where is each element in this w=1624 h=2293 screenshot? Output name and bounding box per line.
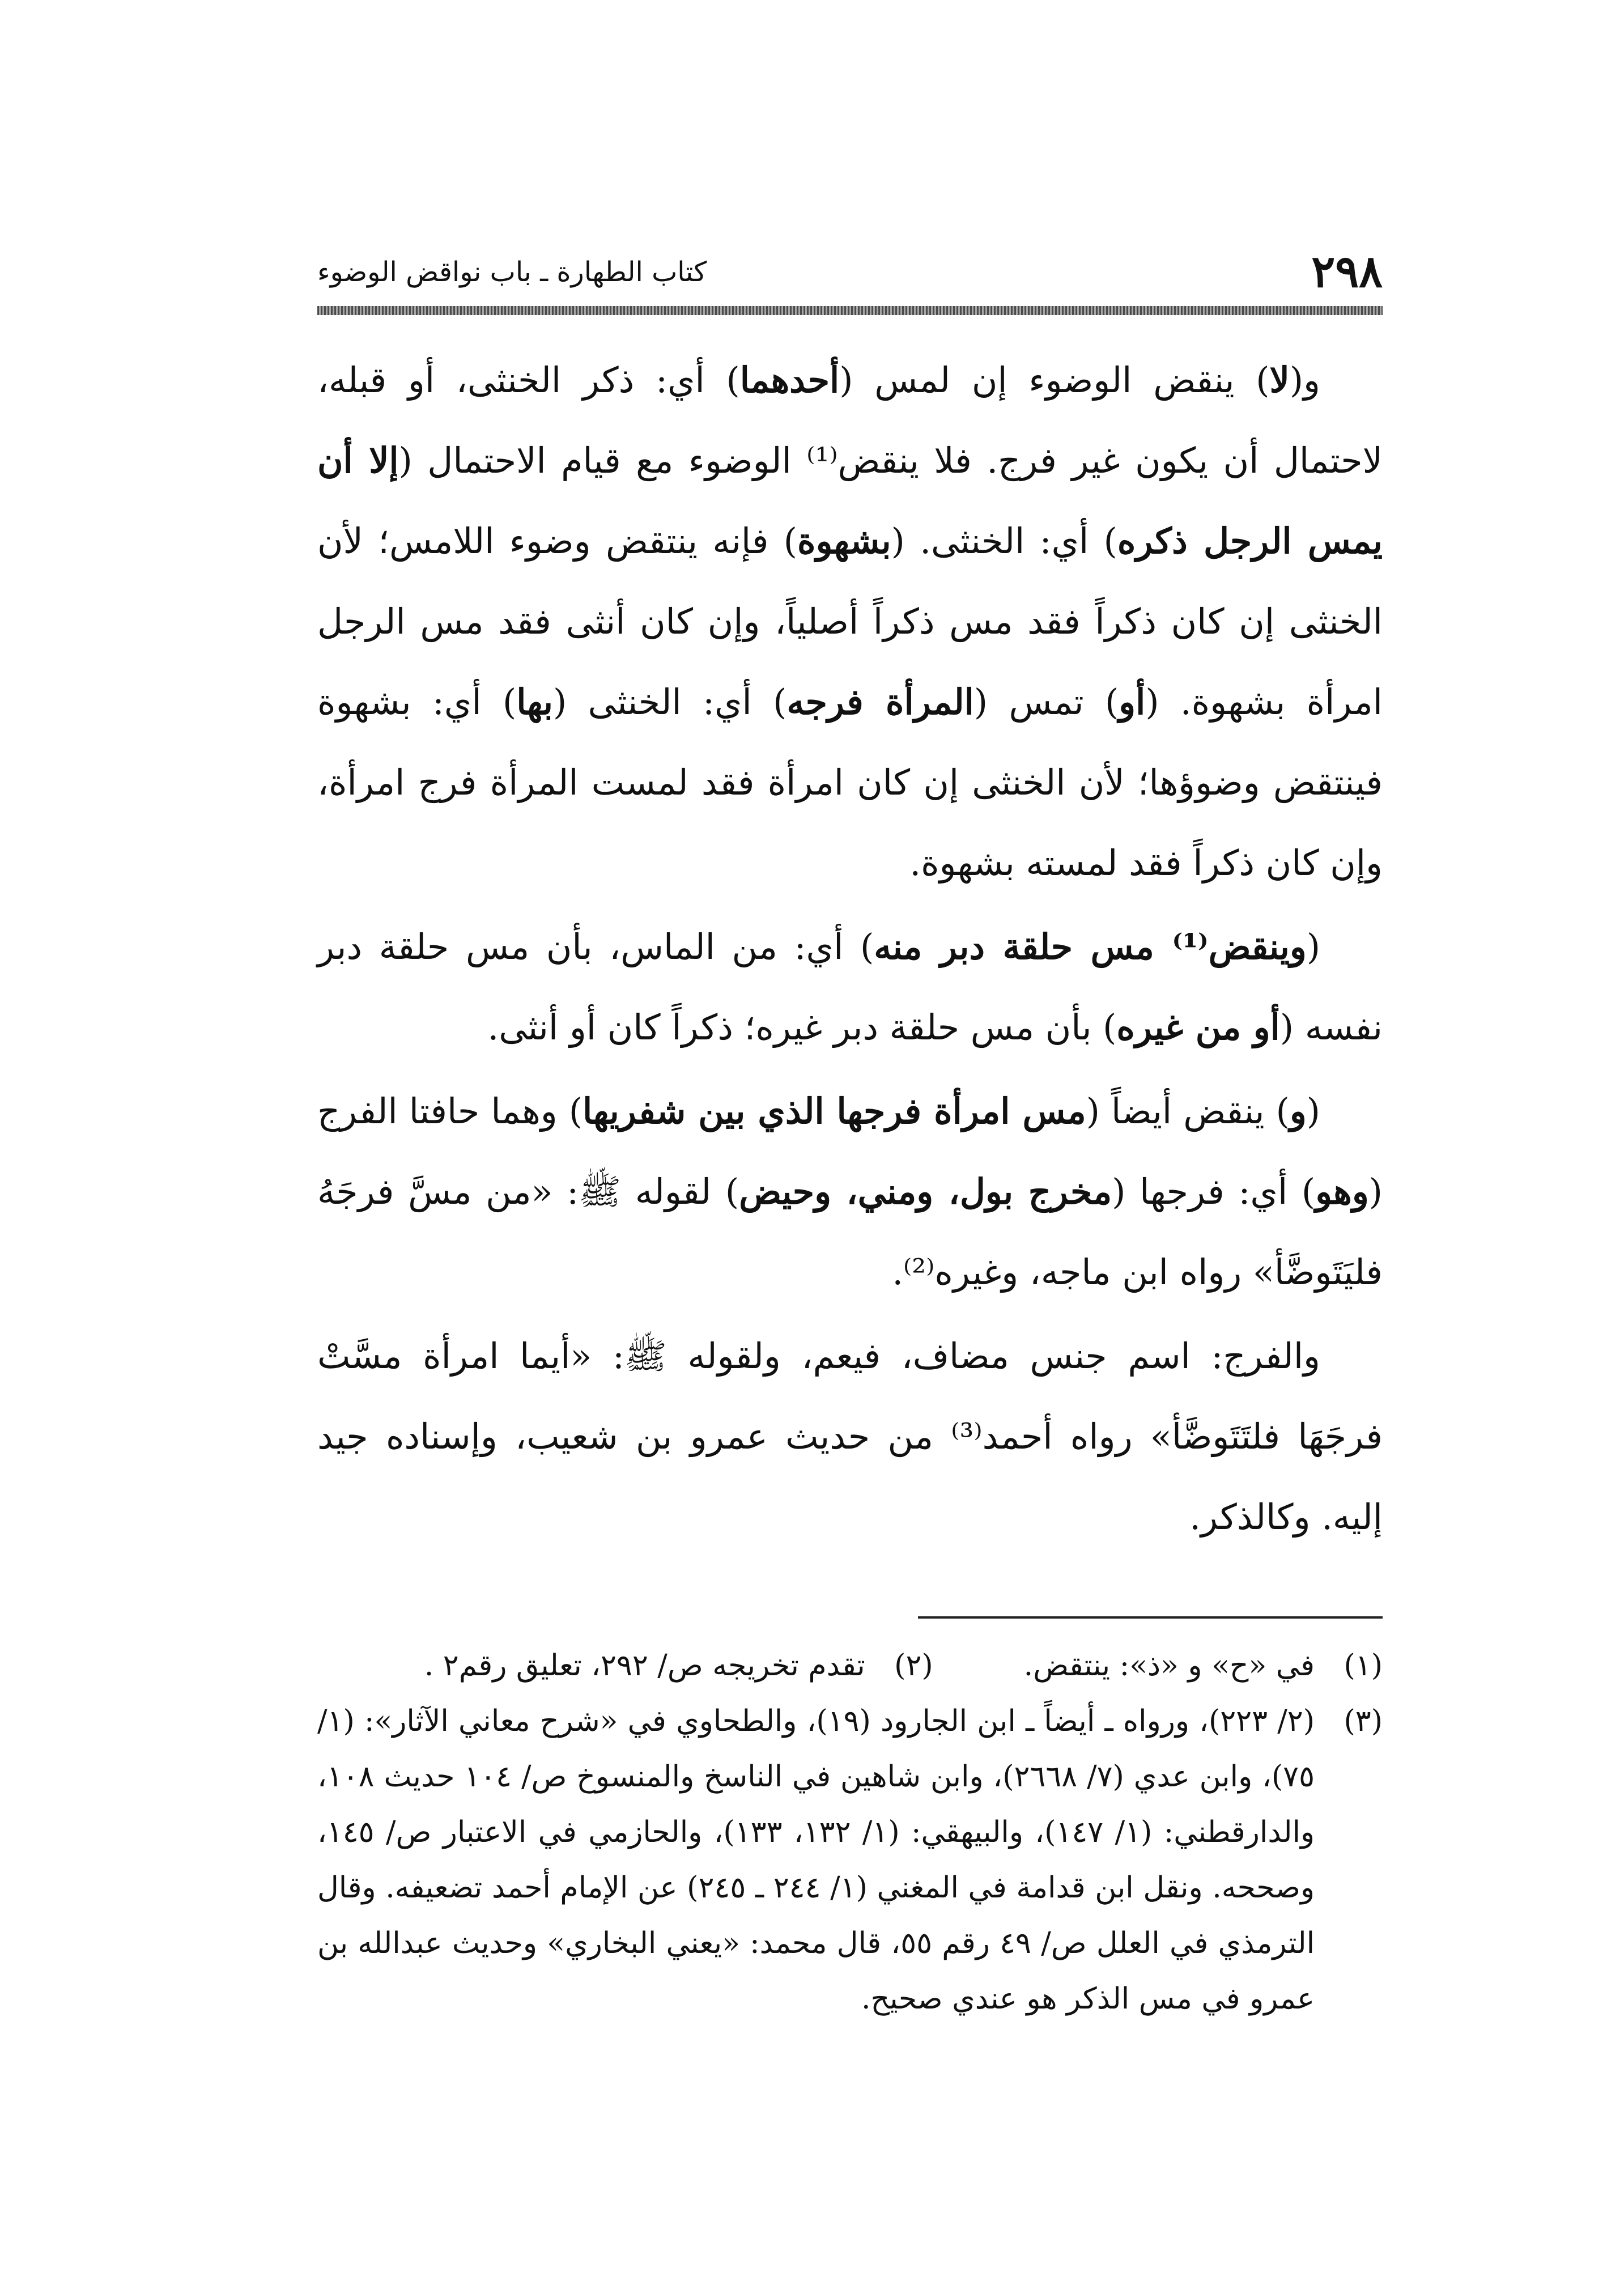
sharh-text: ) أي: فرجها (: [1112, 1171, 1316, 1212]
sharh-text: ) فإنه ينتقض وضوء اللامس؛ لأن الخنثى إن كان ذكراً فقد مس ذكراً أصلياً، وإن كان أنثى فقد مس الرجل امرأة بشهوة. (: [317, 520, 1383, 723]
matn-text: أحدهما: [739, 359, 840, 401]
sharh-text: ) لقوله ﷺ: «من مسَّ فرجَهُ فليَتَوضَّأ» رواه ابن ماجه، وغيره⁽²⁾.: [317, 1171, 1383, 1293]
matn-text: مخرج بول، ومني، وحيض: [739, 1171, 1112, 1212]
matn-text: مس امرأة فرجها الذي بين شفريها: [583, 1090, 1086, 1132]
matn-text: أو: [1119, 681, 1146, 723]
matn-text: و: [1289, 1090, 1307, 1132]
sharh-text: ) أي: الخنثى (: [552, 681, 787, 723]
matn-text: بشهوة: [797, 520, 891, 562]
sharh-text: ) ينقض الوضوء إن لمس (: [839, 359, 1270, 401]
sharh-text: والفرج: اسم جنس مضاف، فيعم، ولقوله ﷺ: «أيما امرأة مسَّتْ فرجَهَا فلتَتَوضَّأ» رواه أحمد⁽³⁾ من حديث عمرو بن شعيب، وإسناده جيد إليه. وكالذكر.: [317, 1335, 1383, 1538]
matn-text: المرأة فرجه: [787, 681, 974, 723]
paragraph: [317, 340, 1383, 903]
page-number: ٢٩٨: [1311, 246, 1383, 298]
footnote-1-text: في «ح» و «ذ»: ينتقض.: [1023, 1649, 1315, 1683]
footnote-2-number: (٢): [894, 1649, 933, 1683]
paragraph: [317, 1071, 1383, 1313]
matn-text: بها: [516, 681, 553, 723]
paragraph: [317, 907, 1383, 1068]
page-header: [317, 246, 1383, 298]
footnote-3: [317, 1693, 1383, 2027]
footnote-2-text: تقدم تخريجه ص/ ٢٩٢، تعليق رقم٢ .: [424, 1649, 865, 1683]
sharh-text: (: [1306, 1090, 1320, 1132]
matn-text: وهو: [1315, 1171, 1369, 1212]
sharh-text: ) أي: ذكر الخنثى، أو قبله، لاحتمال أن يكون غير فرج. فلا ينقض⁽¹⁾ الوضوء مع قيام الاحتمال (: [317, 359, 1383, 481]
running-head: كتاب الطهارة ـ باب نواقض الوضوء: [317, 256, 707, 288]
sharh-text: (: [1306, 926, 1321, 967]
footnote-row-1-2: [317, 1638, 1383, 1693]
sharh-text: ) أي: من الماس، بأن مس حلقة دبر نفسه (: [317, 926, 1383, 1048]
footnote-separator: [918, 1616, 1383, 1619]
sharh-text: ) تمس (: [973, 681, 1119, 723]
paragraph: [317, 1316, 1383, 1557]
matn-text: وينقض⁽¹⁾ مس حلقة دبر منه: [874, 926, 1307, 967]
header-rule: [317, 306, 1383, 315]
sharh-text: ) ينقض أيضاً (: [1086, 1090, 1290, 1132]
matn-text: أو من غيره: [1116, 1007, 1280, 1048]
footnotes: [317, 1638, 1383, 2027]
main-text: [317, 340, 1383, 1557]
matn-text: إلا أن يمس الرجل ذكره: [317, 440, 1383, 562]
sharh-text: و(: [1289, 359, 1320, 401]
sharh-text: ) بأن مس حلقة دبر غيره؛ ذكراً كان أو أنثى.: [487, 1007, 1117, 1048]
footnote-1-number: (١): [1344, 1649, 1383, 1683]
sharh-text: ) أي: الخنثى. (: [891, 520, 1117, 562]
sharh-text: ) وهما حافتا الفرج (: [317, 1090, 1383, 1212]
sharh-text: ) أي: بشهوة فينتقض وضوؤها؛ لأن الخنثى إن كان امرأة فقد لمست المرأة فرج امرأة، وإن كان ذكراً فقد لمسته بشهوة.: [317, 681, 1383, 884]
footnote-3-number: (٣): [1344, 1704, 1383, 1738]
footnote-3-text: (٢/ ٢٢٣)، ورواه ـ أيضاً ـ ابن الجارود (١٩)، والطحاوي في «شرح معاني الآثار»: (١/ ٧٥)، وابن عدي (٧/ ٢٦٦٨)، وابن شاهين في الناسخ والمنسوخ ص/ ١٠٤ حديث ١٠٨، والدارقطني: (١/ ١٤٧)، والبيهقي: (١/ ١٣٢، ١٣٣)، والحازمي في الاعتبار ص/ ١٤٥، وصححه. ونقل ابن قدامة في المغني (١/ ٢٤٤ ـ ٢٤٥) عن الإمام أحمد تضعيفه. وقال الترمذي في العلل ص/ ٤٩ رقم ٥٥، قال محمد: «يعني البخاري» وحديث عبدالله بن عمرو في مس الذكر هو عندي صحيح.: [317, 1704, 1315, 2016]
matn-text: لا: [1269, 359, 1290, 401]
